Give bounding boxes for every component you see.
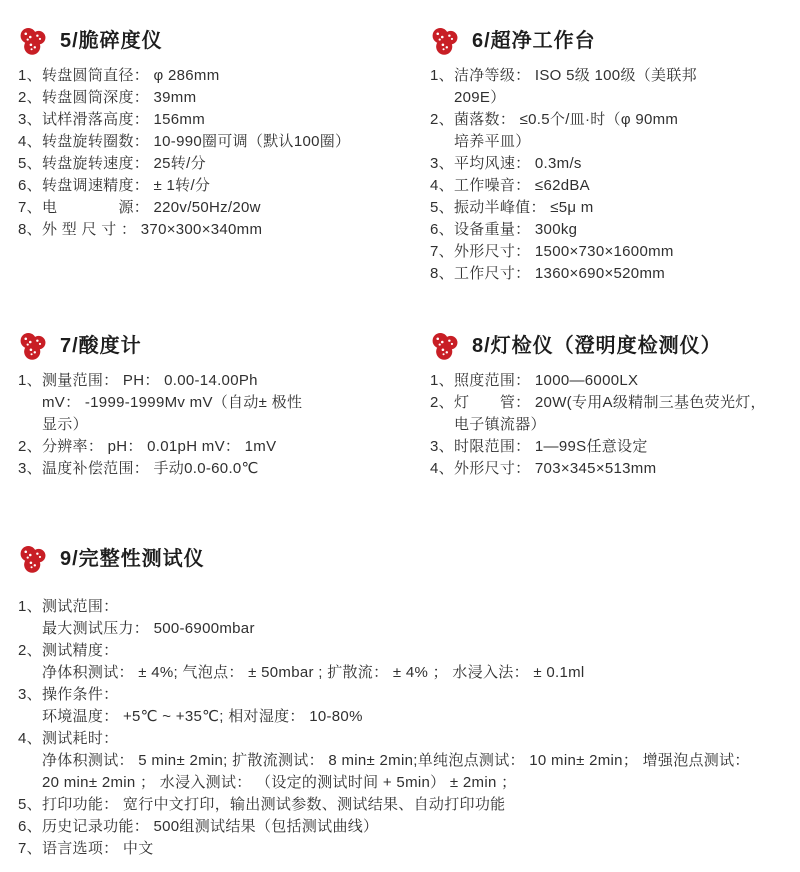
- spec-line: 7、语言选项： 中文: [18, 840, 154, 857]
- spec-line: 5、打印功能： 宽行中文打印，输出测试参数、测试结果、自动打印功能: [18, 796, 506, 813]
- berry-cluster-logo-icon: [430, 331, 461, 362]
- spec-line: 1、转盘圆筒直径： φ 286mm: [18, 67, 220, 84]
- spec-line: 1、测试范围：: [18, 598, 119, 615]
- spec-line: 4、工作噪音： ≤62dBA: [430, 177, 590, 194]
- spec-line: 2、分辨率： pH： 0.01pH mV： 1mV: [18, 438, 277, 455]
- section-header: [430, 331, 798, 362]
- section-title: 9/完整性测试仪: [60, 548, 205, 570]
- berry-cluster-logo-icon: [18, 331, 49, 362]
- spec-line: 1、测量范围： PH： 0.00-14.00Ph: [18, 372, 258, 389]
- spec-line-continuation: 净体积测试： 5 min± 2min; 扩散流测试： 8 min± 2min;单纯泡点测试： 10 min± 2min； 增强泡点测试：: [42, 752, 750, 769]
- section-header: [18, 331, 413, 362]
- spec-list: [18, 370, 413, 480]
- spec-line: 8、外 型 尺 寸 ： 370×300×340mm: [18, 221, 263, 238]
- spec-line: 3、时限范围： 1—99S任意设定: [430, 438, 648, 455]
- spec-line: 3、试样滑落高度： 156mm: [18, 111, 206, 128]
- section-clean-bench: [430, 26, 795, 285]
- spec-line: 4、转盘旋转圈数： 10-990圈可调（默认100圈）: [18, 133, 351, 150]
- spec-line: 5、振动半峰值： ≤5μ m: [430, 199, 594, 216]
- spec-line: 3、温度补偿范围： 手动0.0-60.0℃: [18, 460, 259, 477]
- spec-line-continuation: 最大测试压力： 500-6900mbar: [42, 620, 255, 637]
- section-title: 5/脆碎度仪: [60, 30, 163, 52]
- spec-line-continuation: 显示）: [42, 416, 88, 433]
- spec-line: 3、平均风速： 0.3m/s: [430, 155, 582, 172]
- section-lamp-inspector: [430, 331, 798, 480]
- section-title: 6/超净工作台: [472, 30, 596, 52]
- spec-line: 1、洁净等级： ISO 5级 100级（美联邦: [430, 67, 697, 84]
- section-header: [18, 544, 793, 575]
- section-integrity-tester: [18, 544, 793, 860]
- spec-line: 4、外形尺寸： 703×345×513mm: [430, 460, 657, 477]
- spec-line: 4、测试耗时：: [18, 730, 119, 747]
- spec-line-continuation: 培养平皿）: [454, 133, 531, 150]
- spec-line-continuation: 净体积测试： ± 4%; 气泡点： ± 50mbar ; 扩散流： ± 4% ； 水浸入法： ± 0.1ml: [42, 664, 585, 681]
- spec-line: 2、菌落数： ≤0.5个/皿·时（φ 90mm: [430, 111, 679, 128]
- spec-line-continuation: 电子镇流器）: [454, 416, 546, 433]
- section-header: [18, 26, 408, 57]
- berry-cluster-logo-icon: [18, 544, 49, 575]
- section-title: 8/灯检仪（澄明度检测仪）: [472, 335, 722, 357]
- spec-line: 2、灯 管： 20W(专用A级精制三基色荧光灯，: [430, 394, 766, 411]
- berry-cluster-logo-icon: [430, 26, 461, 57]
- spec-line-continuation: 环境温度： +5℃ ~ +35℃; 相对湿度： 10-80%: [42, 708, 363, 725]
- spec-line: 1、照度范围： 1000—6000LX: [430, 372, 639, 389]
- section-title: 7/酸度计: [60, 335, 142, 357]
- spec-line: 5、转盘旋转速度： 25转/分: [18, 155, 206, 172]
- spec-list: [430, 65, 795, 285]
- spec-line: 7、外形尺寸： 1500×730×1600mm: [430, 243, 674, 260]
- section-friability-tester: [18, 26, 408, 241]
- spec-line: 7、电 源： 220v/50Hz/20w: [18, 199, 261, 216]
- section-ph-meter: [18, 331, 413, 480]
- spec-line: 6、设备重量： 300kg: [430, 221, 578, 238]
- spec-line: 3、操作条件：: [18, 686, 119, 703]
- berry-cluster-logo-icon: [18, 26, 49, 57]
- spec-line: 2、测试精度：: [18, 642, 119, 659]
- spec-list: [18, 65, 408, 241]
- spec-line: 6、转盘调速精度： ± 1转/分: [18, 177, 211, 194]
- section-header: [430, 26, 795, 57]
- spec-line-continuation: 209E）: [454, 89, 506, 106]
- spec-line-continuation: mV： -1999-1999Mv mV（自动± 极性: [42, 394, 303, 411]
- spec-line-continuation: 20 min± 2min ； 水浸入测试： （设定的测试时间 + 5min） ± 2min ；: [42, 774, 517, 791]
- spec-line: 2、转盘圆筒深度： 39mm: [18, 89, 197, 106]
- spec-line: 8、工作尺寸： 1360×690×520mm: [430, 265, 666, 282]
- spec-list: [18, 596, 793, 860]
- spec-list: [430, 370, 798, 480]
- spec-line: 6、历史记录功能： 500组测试结果（包括测试曲线）: [18, 818, 379, 835]
